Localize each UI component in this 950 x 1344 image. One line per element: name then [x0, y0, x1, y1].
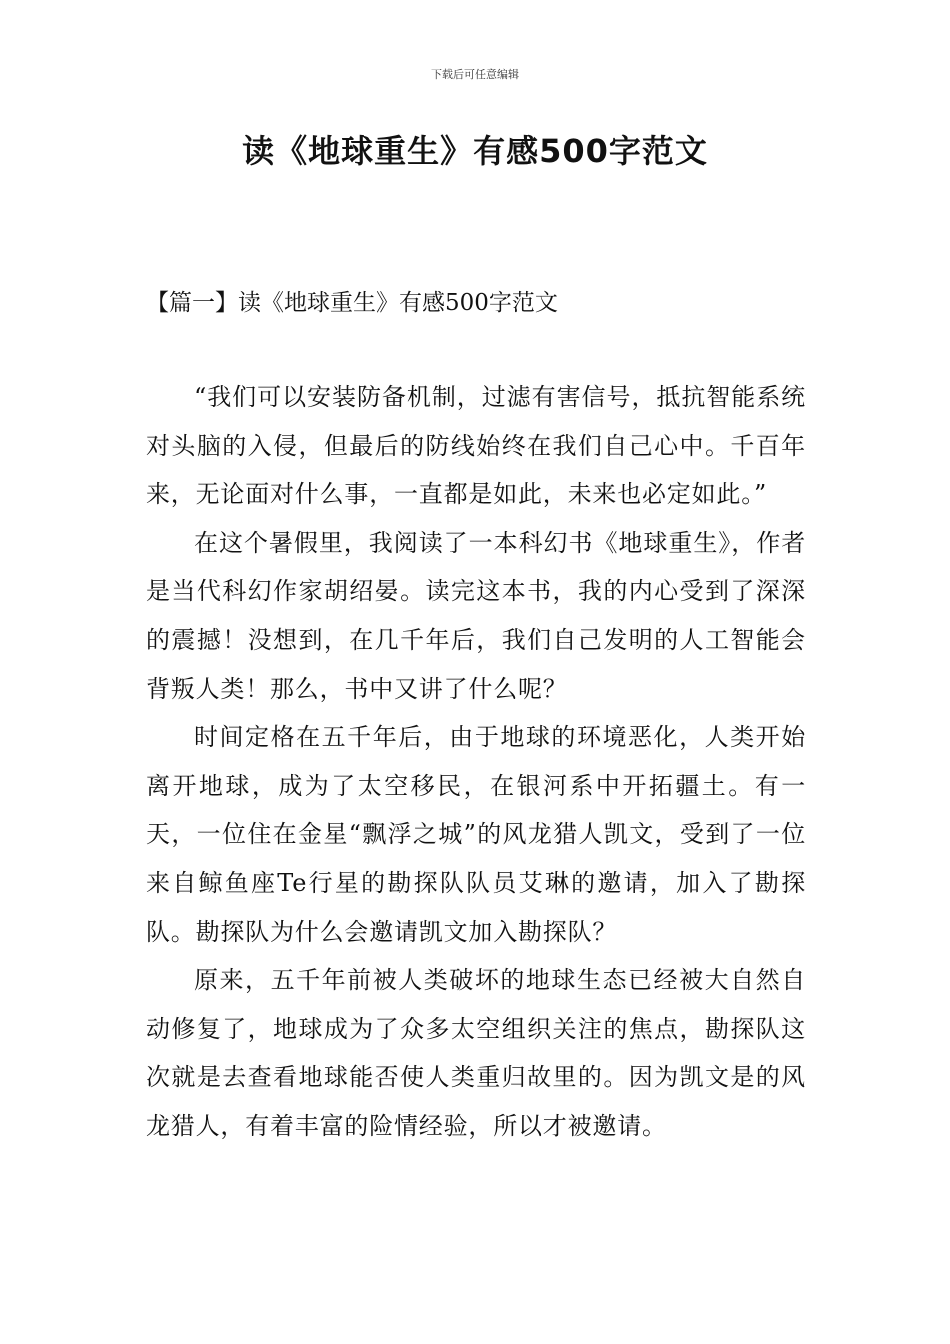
paragraph-quote: “我们可以安装防备机制，过滤有害信号，抵抗智能系统对头脑的入侵，但最后的防线始终在我们自己心中。千百年来，无论面对什么事，一直都是如此，未来也必定如此。” — [146, 383, 806, 509]
body-text — [146, 373, 806, 1151]
document-title: 读《地球重生》有感500字范文 — [242, 132, 708, 170]
paragraph-story-setting: 时间定格在五千年后，由于地球的环境恶化，人类开始离开地球，成为了太空移民，在银河系中开拓疆土。有一天，一位住在金星“飘浮之城”的风龙猎人凯文，受到了一位来自鲸鱼座Te行星的勘探队队员艾琳的邀请，加入了勘探队。勘探队为什么会邀请凯文加入勘探队？ — [146, 723, 806, 946]
paragraph-explanation: 原来，五千年前被人类破坏的地球生态已经被大自然自动修复了，地球成为了众多太空组织关注的焦点，勘探队这次就是去查看地球能否使人类重归故里的。因为凯文是的风龙猎人，有着丰富的险情经验，所以才被邀请。 — [146, 966, 806, 1140]
paragraph-introduction: 在这个暑假里，我阅读了一本科幻书《地球重生》，作者是当代科幻作家胡绍晏。读完这本书，我的内心受到了深深的震撼！没想到，在几千年后，我们自己发明的人工智能会背叛人类！那么，书中又讲了什么呢？ — [146, 528, 806, 703]
section-heading: 【篇一】读《地球重生》有感500字范文 — [146, 290, 558, 316]
header-note: 下载后可任意编辑 — [431, 68, 519, 81]
